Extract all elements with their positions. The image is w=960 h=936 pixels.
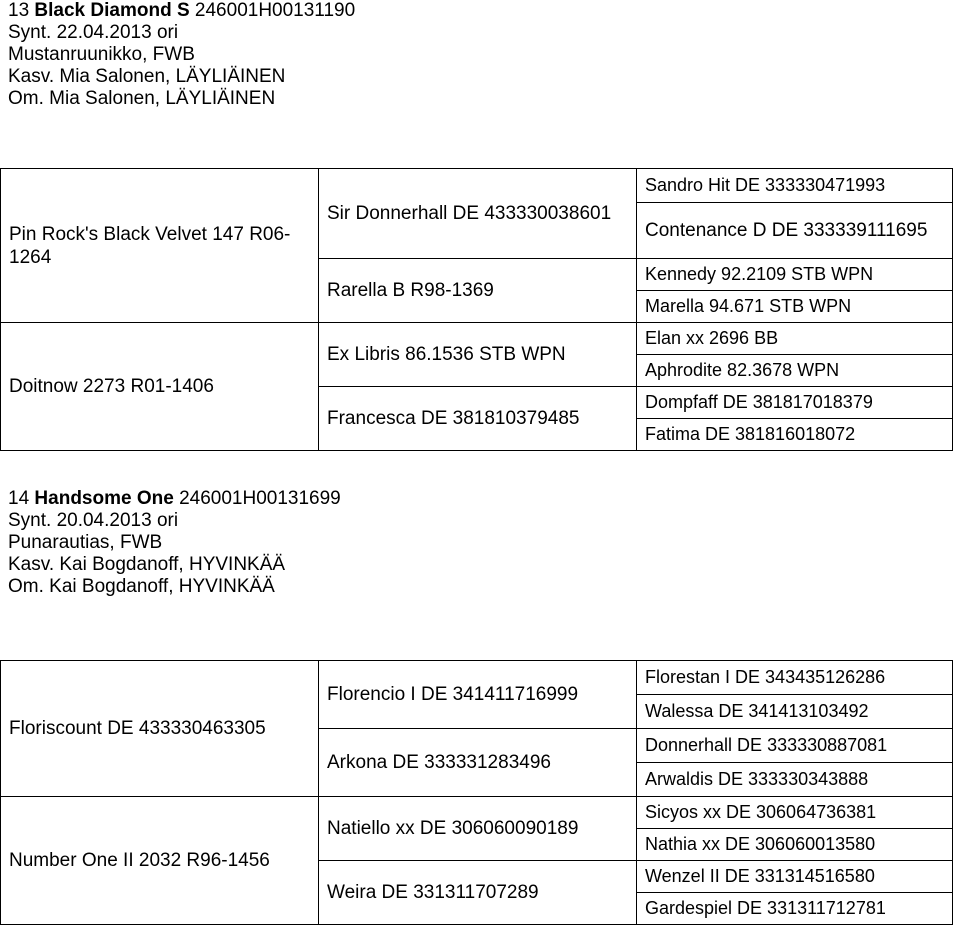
pedigree-ggp-2: Contenance D DE 333339111695 xyxy=(637,203,953,259)
pedigree-sire-dam: Rarella B R98-1369 xyxy=(319,259,637,323)
entry-14-pedigree-table xyxy=(0,660,953,925)
pedigree-ggp-4: Arwaldis DE 333330343888 xyxy=(637,763,953,797)
pedigree-ggp-8: Fatima DE 381816018072 xyxy=(637,419,953,451)
pedigree-sire: Floriscount DE 433330463305 xyxy=(1,661,319,797)
entry-13-title-line xyxy=(8,0,355,22)
color-breed-line: Punarautias, FWB xyxy=(8,532,163,553)
pedigree-ggp-3: Donnerhall DE 333330887081 xyxy=(637,729,953,763)
pedigree-dam: Doitnow 2273 R01-1406 xyxy=(1,323,319,451)
pedigree-sire-sire: Florencio I DE 341411716999 xyxy=(319,661,637,729)
entry-14-info xyxy=(8,488,341,598)
birth-date-line: Synt. 20.04.2013 ori xyxy=(8,510,179,531)
pedigree-sire: Pin Rock's Black Velvet 147 R06-1264 xyxy=(1,169,319,323)
pedigree-ggp-8: Gardespiel DE 331311712781 xyxy=(637,893,953,925)
pedigree-dam-sire: Natiello xx DE 306060090189 xyxy=(319,797,637,861)
entry-14-title-line xyxy=(8,488,341,510)
pedigree-dam-dam: Weira DE 331311707289 xyxy=(319,861,637,925)
pedigree-ggp-5: Elan xx 2696 BB xyxy=(637,323,953,355)
entry-number: 14 xyxy=(8,488,30,509)
pedigree-ggp-4: Marella 94.671 STB WPN xyxy=(637,291,953,323)
pedigree-ggp-5: Sicyos xx DE 306064736381 xyxy=(637,797,953,829)
pedigree-ggp-3: Kennedy 92.2109 STB WPN xyxy=(637,259,953,291)
pedigree-ggp-7: Dompfaff DE 381817018379 xyxy=(637,387,953,419)
pedigree-ggp-7: Wenzel II DE 331314516580 xyxy=(637,861,953,893)
horse-name: Black Diamond S xyxy=(34,0,190,21)
pedigree-sire-sire: Sir Donnerhall DE 433330038601 xyxy=(319,169,637,259)
entry-number: 13 xyxy=(8,0,30,21)
pedigree-dam-dam: Francesca DE 381810379485 xyxy=(319,387,637,451)
horse-name: Handsome One xyxy=(34,488,174,509)
pedigree-ggp-6: Nathia xx DE 306060013580 xyxy=(637,829,953,861)
pedigree-dam: Number One II 2032 R96-1456 xyxy=(1,797,319,925)
breeder-line: Kasv. Kai Bogdanoff, HYVINKÄÄ xyxy=(8,554,286,575)
pedigree-dam-sire: Ex Libris 86.1536 STB WPN xyxy=(319,323,637,387)
breeder-line: Kasv. Mia Salonen, LÄYLIÄINEN xyxy=(8,66,286,87)
pedigree-sire-dam: Arkona DE 333331283496 xyxy=(319,729,637,797)
entry-13-info xyxy=(8,0,355,110)
entry-13-pedigree-table xyxy=(0,168,953,451)
owner-line: Om. Mia Salonen, LÄYLIÄINEN xyxy=(8,88,276,109)
registration-number: 246001H00131699 xyxy=(179,488,341,509)
pedigree-ggp-2: Walessa DE 341413103492 xyxy=(637,695,953,729)
birth-date-line: Synt. 22.04.2013 ori xyxy=(8,22,179,43)
pedigree-ggp-6: Aphrodite 82.3678 WPN xyxy=(637,355,953,387)
registration-number: 246001H00131190 xyxy=(194,0,356,21)
pedigree-ggp-1: Sandro Hit DE 333330471993 xyxy=(637,169,953,203)
owner-line: Om. Kai Bogdanoff, HYVINKÄÄ xyxy=(8,576,275,597)
color-breed-line: Mustanruunikko, FWB xyxy=(8,44,195,65)
pedigree-ggp-1: Florestan I DE 343435126286 xyxy=(637,661,953,695)
